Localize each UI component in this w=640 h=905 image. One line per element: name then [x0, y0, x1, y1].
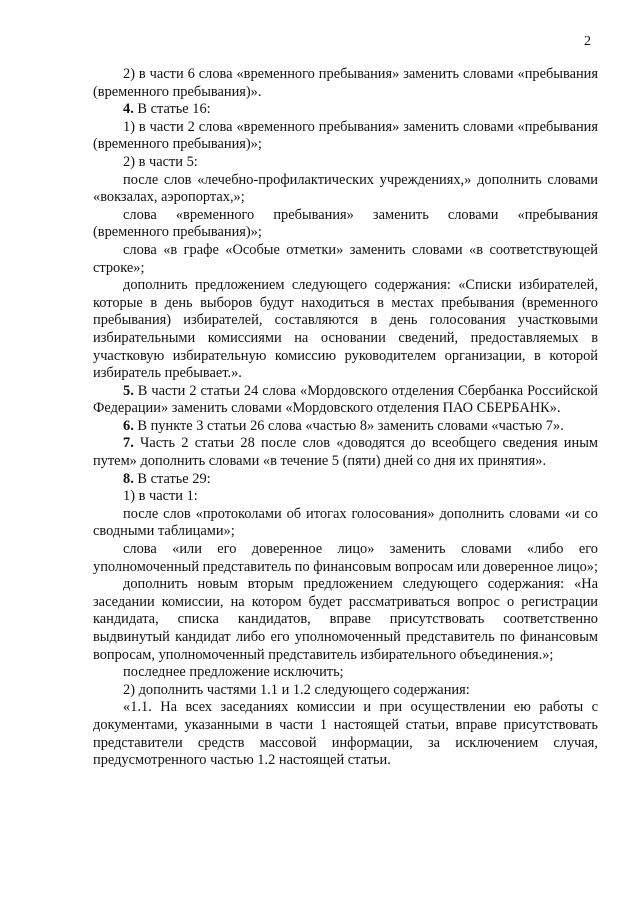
page-number: 2 — [584, 34, 591, 49]
paragraph — [93, 383, 598, 418]
paragraph — [93, 242, 598, 277]
paragraph-text: после слов «лечебно-профилактических учреждениях,» дополнить словами «вокзалах, аэропортах,»; — [93, 171, 598, 206]
paragraph-text: дополнить новым вторым предложением следующего содержания: «На заседании комиссии, на котором будет рассматриваться вопрос о регистрации кандидата, списка кандидатов, вправе присутствовать соответственно выдвинутый кандидат либо его уполномоченный представитель по финансовым вопросам, уполномоченный представитель избирательного объединения.»; — [93, 576, 598, 663]
item-number: 5. — [123, 382, 134, 399]
paragraph — [93, 154, 598, 172]
paragraph-text: 2) дополнить частями 1.1 и 1.2 следующего содержания: — [123, 681, 470, 698]
item-number: 8. — [123, 470, 134, 487]
paragraph-text: 1) в части 1: — [123, 488, 198, 505]
paragraph — [93, 664, 598, 682]
paragraph — [93, 576, 598, 664]
paragraph — [93, 471, 598, 489]
paragraph — [93, 172, 598, 207]
document-body — [93, 66, 598, 770]
item-number: 7. — [123, 435, 134, 452]
paragraph-text: В статье 16: — [133, 101, 211, 118]
paragraph — [93, 488, 598, 506]
paragraph-text: «1.1. На всех заседаниях комиссии и при осуществлении ею работы с документами, указанными в части 1 настоящей статьи, вправе присутствовать представители средств массовой информации, за исключением случая, предусмотренного частью 1.2 настоящей статьи. — [93, 699, 598, 769]
paragraph — [93, 682, 598, 700]
paragraph — [93, 541, 598, 576]
paragraph — [93, 418, 598, 436]
paragraph-text: слова «в графе «Особые отметки» заменить словами «в соответствующей строке»; — [93, 241, 598, 276]
paragraph — [93, 506, 598, 541]
paragraph — [93, 119, 598, 154]
paragraph-text: В части 2 статьи 24 слова «Мордовского отделения Сбербанка Российской Федерации» заменить словами «Мордовского отделения ПАО СБЕРБАНК». — [93, 382, 598, 417]
item-number: 6. — [123, 417, 134, 434]
paragraph — [93, 435, 598, 470]
paragraph — [93, 66, 598, 101]
paragraph — [93, 277, 598, 383]
paragraph-text: 1) в части 2 слова «временного пребывания» заменить словами «пребывания (временного пребывания)»; — [93, 118, 598, 153]
paragraph-text: слова «или его доверенное лицо» заменить словами «либо его уполномоченный представитель по финансовым вопросам или доверенное лицо»; — [93, 541, 598, 575]
paragraph — [93, 101, 598, 119]
paragraph-text: последнее предложение исключить; — [123, 664, 344, 681]
paragraph — [93, 207, 598, 242]
paragraph-text: 2) в части 6 слова «временного пребывания» заменить словами «пребывания (временного пребывания)». — [93, 66, 598, 100]
item-number: 4. — [123, 101, 134, 118]
paragraph-text: слова «временного пребывания» заменить словами «пребывания (временного пребывания)»; — [93, 206, 598, 241]
paragraph-text: В статье 29: — [133, 470, 211, 487]
paragraph-text: дополнить предложением следующего содержания: «Списки избирателей, которые в день выборов будут находиться в местах пребывания (временного пребывания) избирателей, составляются в день голосования участковыми избирательными комиссиями на основании сведений, предоставляемых в участковую избирательную комиссию руководителем организации, в которой избиратель пребывает.». — [93, 277, 598, 382]
paragraph-text: 2) в части 5: — [123, 153, 198, 170]
paragraph-text: после слов «протоколами об итогах голосования» дополнить словами «и со сводными таблицами»; — [93, 505, 598, 540]
paragraph — [93, 699, 598, 769]
paragraph-text: Часть 2 статьи 28 после слов «доводятся до всеобщего сведения иным путем» дополнить словами «в течение 5 (пяти) дней со дня их принятия». — [93, 435, 598, 470]
paragraph-text: В пункте 3 статьи 26 слова «частью 8» заменить словами «частью 7». — [133, 417, 564, 434]
